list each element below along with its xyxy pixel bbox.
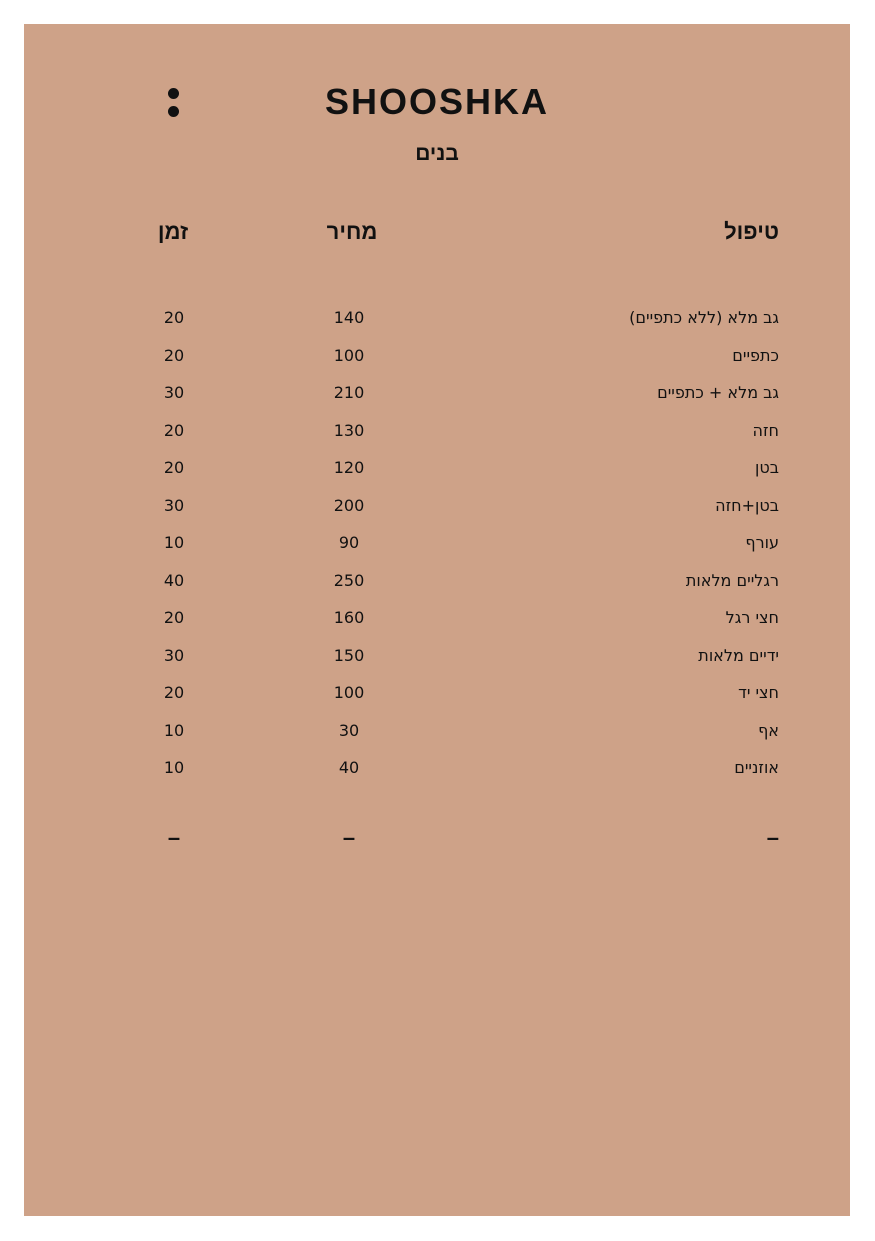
table-row (24, 567, 850, 605)
time-cell: 10 (163, 758, 185, 777)
footer-dash-price: – (342, 825, 356, 850)
treatment-cell: גב מלא (ללא כתפיים) (629, 308, 779, 327)
header-treatment: טיפול (724, 219, 779, 244)
table-row (24, 342, 850, 380)
time-cell: 30 (163, 645, 185, 665)
time-cell: 20 (163, 608, 185, 627)
treatment-cell: רגליים מלאות (685, 570, 779, 590)
table-row (24, 604, 850, 642)
treatment-cell: גב מלא + כתפיים (657, 383, 779, 402)
price-cell: 200 (333, 495, 365, 515)
table-row (24, 529, 850, 567)
table-row (24, 717, 850, 755)
time-cell: 20 (163, 458, 185, 477)
section-subtitle: בנים (415, 142, 459, 165)
table-row (24, 492, 850, 530)
price-cell: 100 (333, 683, 365, 702)
table-row (24, 642, 850, 680)
treatment-cell: בטן+חזה (715, 495, 779, 515)
brand-title: SHOOSHKA (324, 81, 550, 122)
table-row (24, 454, 850, 492)
price-cell: 90 (338, 533, 360, 552)
treatment-cell: בטן (755, 458, 779, 477)
treatment-cell: חצי יד (738, 683, 779, 702)
price-table (24, 304, 850, 792)
price-cell: 140 (333, 308, 365, 327)
time-cell: 30 (163, 495, 185, 515)
price-list-page (24, 24, 850, 1216)
table-row (24, 417, 850, 455)
treatment-cell: חצי רגל (725, 608, 779, 627)
time-cell: 20 (163, 308, 185, 327)
treatment-cell: כתפיים (732, 345, 779, 365)
time-cell: 20 (163, 420, 185, 440)
price-cell: 40 (338, 758, 360, 777)
time-cell: 20 (163, 345, 185, 365)
time-cell: 20 (163, 683, 185, 702)
treatment-cell: עורף (745, 533, 779, 552)
price-cell: 130 (333, 420, 365, 440)
header-price: מחיר (326, 219, 378, 244)
price-cell: 210 (333, 383, 365, 402)
price-cell: 160 (333, 608, 365, 627)
treatment-cell: ידיים מלאות (698, 645, 779, 665)
treatment-cell: חזה (752, 420, 779, 440)
time-cell: 10 (163, 720, 185, 740)
table-row (24, 754, 850, 792)
price-cell: 30 (338, 720, 360, 740)
price-cell: 150 (333, 645, 365, 665)
table-row (24, 304, 850, 342)
price-cell: 250 (333, 570, 365, 590)
time-cell: 10 (163, 533, 185, 552)
footer-dash-treatment: – (766, 825, 779, 850)
footer-dash-time: – (167, 825, 181, 850)
price-cell: 100 (333, 345, 365, 365)
time-cell: 40 (163, 570, 185, 590)
time-cell: 30 (163, 383, 185, 402)
table-row (24, 679, 850, 717)
header-time: זמן (157, 219, 189, 244)
table-row (24, 379, 850, 417)
price-cell: 120 (333, 458, 365, 477)
treatment-cell: אוזניים (734, 758, 779, 777)
treatment-cell: אף (758, 720, 779, 740)
